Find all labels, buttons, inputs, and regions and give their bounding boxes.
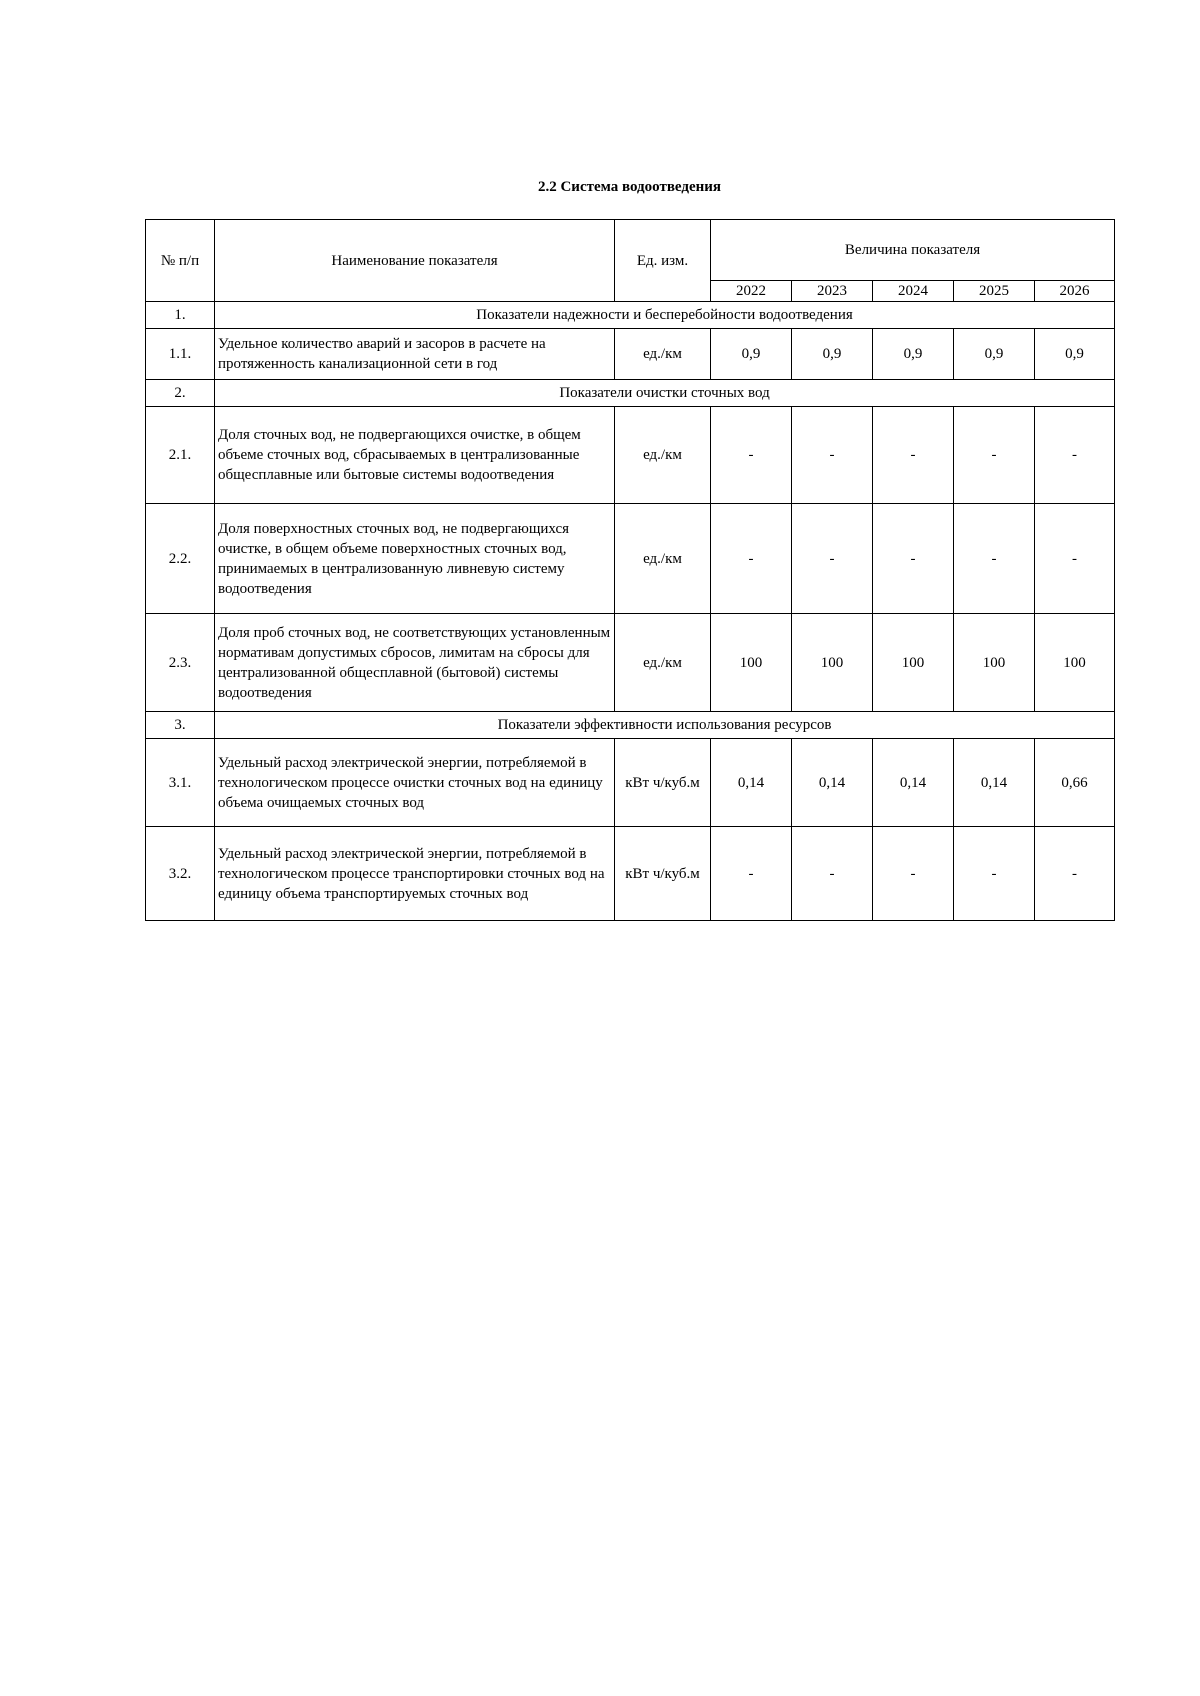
row-unit: ед./км [615,504,711,614]
row-number: 3.1. [146,739,215,827]
row-value: 100 [792,614,873,712]
row-value: - [873,407,954,504]
table-body [146,302,1115,921]
section-title: Показатели эффективности использования ресурсов [215,712,1115,739]
row-number: 1.1. [146,329,215,380]
header-name: Наименование показателя [215,220,615,302]
row-value: - [1035,407,1115,504]
row-value: - [792,504,873,614]
row-value: - [873,504,954,614]
row-value: 100 [873,614,954,712]
row-value: 0,9 [1035,329,1115,380]
row-unit: ед./км [615,614,711,712]
row-value: 100 [711,614,792,712]
table-row [146,614,1115,712]
row-value: - [711,407,792,504]
row-value: - [954,827,1035,921]
table-header [146,220,1115,302]
row-value: 0,14 [954,739,1035,827]
section-number: 3. [146,712,215,739]
row-value: - [1035,504,1115,614]
row-number: 2.2. [146,504,215,614]
table-row [146,407,1115,504]
header-year: 2024 [873,281,954,302]
header-year: 2022 [711,281,792,302]
row-value: - [954,407,1035,504]
header-year: 2023 [792,281,873,302]
row-value: 0,9 [711,329,792,380]
row-value: 0,14 [873,739,954,827]
row-unit: кВт ч/куб.м [615,827,711,921]
table-row [146,504,1115,614]
row-number: 3.2. [146,827,215,921]
section-row [146,712,1115,739]
row-value: - [873,827,954,921]
table-row [146,739,1115,827]
row-value: - [1035,827,1115,921]
row-name: Удельный расход электрической энергии, потребляемой в технологическом процессе очистки сточных вод на единицу объема очищаемых сточных вод [215,739,615,827]
row-value: 100 [954,614,1035,712]
row-value: 0,14 [711,739,792,827]
section-title: Показатели надежности и бесперебойности водоотведения [215,302,1115,329]
row-name: Доля сточных вод, не подвергающихся очистке, в общем объеме сточных вод, сбрасываемых в централизованные общесплавные или бытовые системы водоотведения [215,407,615,504]
row-value: 0,9 [792,329,873,380]
row-value: 100 [1035,614,1115,712]
row-value: - [711,827,792,921]
table-row [146,827,1115,921]
row-value: - [954,504,1035,614]
row-unit: ед./км [615,329,711,380]
row-value: 0,14 [792,739,873,827]
row-value: - [711,504,792,614]
header-value-group: Величина показателя [711,220,1115,281]
header-year: 2025 [954,281,1035,302]
section-number: 1. [146,302,215,329]
row-number: 2.3. [146,614,215,712]
table-row [146,329,1115,380]
row-value: 0,9 [954,329,1035,380]
indicators-table [145,219,1115,921]
row-name: Удельное количество аварий и засоров в расчете на протяженность канализационной сети в год [215,329,615,380]
header-year: 2026 [1035,281,1115,302]
row-name: Доля поверхностных сточных вод, не подвергающихся очистке, в общем объеме поверхностных сточных вод, принимаемых в централизованную ливневую систему водоотведения [215,504,615,614]
row-name: Доля проб сточных вод, не соответствующих установленным нормативам допустимых сбросов, лимитам на сбросы для централизованной общесплавной (бытовой) системы водоотведения [215,614,615,712]
section-row [146,302,1115,329]
section-row [146,380,1115,407]
row-name: Удельный расход электрической энергии, потребляемой в технологическом процессе транспортировки сточных вод на единицу объема транспортируемых сточных вод [215,827,615,921]
row-value: - [792,407,873,504]
section-title: Показатели очистки сточных вод [215,380,1115,407]
row-value: - [792,827,873,921]
row-unit: ед./км [615,407,711,504]
row-value: 0,66 [1035,739,1115,827]
section-number: 2. [146,380,215,407]
row-number: 2.1. [146,407,215,504]
page-title: 2.2 Система водоотведения [537,179,722,195]
header-number: № п/п [146,220,215,302]
header-unit: Ед. изм. [615,220,711,302]
row-value: 0,9 [873,329,954,380]
row-unit: кВт ч/куб.м [615,739,711,827]
